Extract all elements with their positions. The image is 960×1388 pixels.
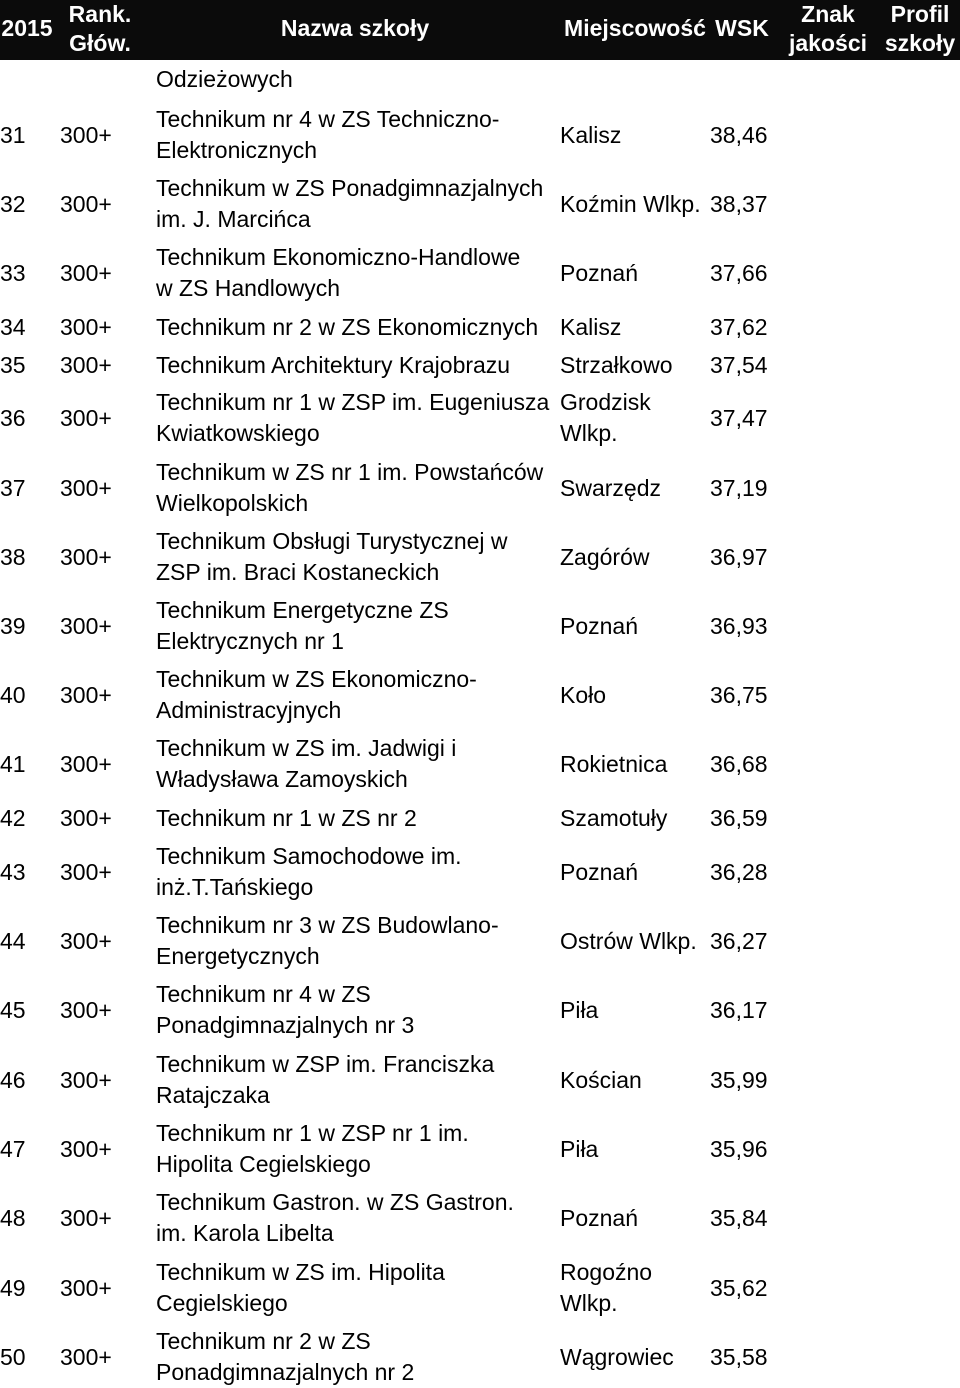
row-rank: 300+ <box>60 191 112 217</box>
header-city: Miejscowość <box>564 15 706 41</box>
row-wsk: 38,37 <box>710 191 768 217</box>
row-school-name: Technikum Gastron. w ZS Gastron. im. Karola Libelta <box>156 1189 514 1246</box>
row-wsk: 36,93 <box>710 613 768 639</box>
row-school-name: Technikum nr 2 w ZS Ponadgimnazjalnych nr 2 <box>156 1328 415 1385</box>
row-wsk: 37,54 <box>710 352 768 378</box>
row-city: Rogoźno Wlkp. <box>560 1259 653 1316</box>
row-school-name: Technikum nr 4 w ZS Techniczno- Elektronicznych <box>156 106 500 163</box>
header-wsk: WSK <box>715 15 769 41</box>
row-rank: 300+ <box>60 260 112 286</box>
row-city: Poznań <box>560 260 639 286</box>
row-city: Kalisz <box>560 122 622 148</box>
row-number: 44 <box>0 928 26 954</box>
row-school-name: Technikum w ZS im. Jadwigi i Władysława Zamoyskich <box>156 735 457 792</box>
row-rank: 300+ <box>60 1067 112 1093</box>
row-school-name: Technikum w ZS im. Hipolita Cegielskiego <box>156 1259 445 1316</box>
continued-name-text: Odzieżowych <box>156 66 293 92</box>
row-school-name: Technikum Energetyczne ZS Elektrycznych nr 1 <box>156 597 449 654</box>
row-school-name: Technikum w ZS Ekonomiczno- Administracyjnych <box>156 666 477 723</box>
row-number: 42 <box>0 805 26 831</box>
row-rank: 300+ <box>60 1275 112 1301</box>
row-wsk: 36,27 <box>710 928 768 954</box>
row-wsk: 36,28 <box>710 859 768 885</box>
row-school-name: Technikum nr 3 w ZS Budowlano- Energetycznych <box>156 912 499 969</box>
row-number: 31 <box>0 122 26 148</box>
row-rank: 300+ <box>60 352 112 378</box>
row-city: Grodzisk Wlkp. <box>560 389 651 446</box>
row-city: Kościan <box>560 1067 642 1093</box>
row-rank: 300+ <box>60 1136 112 1162</box>
row-city: Strzałkowo <box>560 352 673 378</box>
row-city: Koźmin Wlkp. <box>560 191 701 217</box>
row-rank: 300+ <box>60 475 112 501</box>
row-rank: 300+ <box>60 682 112 708</box>
row-wsk: 37,47 <box>710 405 768 431</box>
row-school-name: Technikum nr 1 w ZS nr 2 <box>156 805 417 831</box>
row-number: 41 <box>0 751 26 777</box>
header-quality-mark: Znak jakości <box>789 1 867 56</box>
row-city: Zagórów <box>560 544 650 570</box>
row-rank: 300+ <box>60 613 112 639</box>
row-school-name: Technikum nr 4 w ZS Ponadgimnazjalnych nr 3 <box>156 981 415 1038</box>
row-city: Piła <box>560 997 599 1023</box>
row-rank: 300+ <box>60 859 112 885</box>
row-school-name: Technikum nr 1 w ZSP nr 1 im. Hipolita Cegielskiego <box>156 1120 469 1177</box>
row-city: Swarzędz <box>560 475 661 501</box>
row-city: Rokietnica <box>560 751 668 777</box>
row-school-name: Technikum nr 1 w ZSP im. Eugeniusza Kwiatkowskiego <box>156 389 550 446</box>
row-city: Poznań <box>560 613 639 639</box>
row-rank: 300+ <box>60 122 112 148</box>
header-year: 2015 <box>1 15 53 41</box>
row-wsk: 36,68 <box>710 751 768 777</box>
row-wsk: 37,62 <box>710 314 768 340</box>
row-wsk: 35,58 <box>710 1344 768 1370</box>
header-school-profile: Profil szkoły <box>884 1 956 56</box>
row-wsk: 35,62 <box>710 1275 768 1301</box>
row-city: Wągrowiec <box>560 1344 674 1370</box>
table-header <box>0 0 960 60</box>
row-rank: 300+ <box>60 805 112 831</box>
row-rank: 300+ <box>60 405 112 431</box>
row-school-name: Technikum w ZSP im. Franciszka Ratajczaka <box>156 1051 495 1108</box>
row-city: Poznań <box>560 1205 639 1231</box>
row-city: Koło <box>560 682 607 708</box>
row-city: Piła <box>560 1136 599 1162</box>
row-school-name: Technikum Obsługi Turystycznej w ZSP im. Braci Kostaneckich <box>156 528 508 585</box>
row-number: 49 <box>0 1275 26 1301</box>
row-wsk: 35,96 <box>710 1136 768 1162</box>
row-school-name: Technikum nr 2 w ZS Ekonomicznych <box>156 314 539 340</box>
row-wsk: 37,66 <box>710 260 768 286</box>
header-rank: Rank. Głów. <box>68 1 132 56</box>
row-number: 45 <box>0 997 26 1023</box>
header-school-name: Nazwa szkoły <box>280 15 430 41</box>
row-wsk: 36,59 <box>710 805 768 831</box>
row-rank: 300+ <box>60 751 112 777</box>
row-wsk: 35,84 <box>710 1205 768 1231</box>
row-number: 48 <box>0 1205 26 1231</box>
row-number: 32 <box>0 191 26 217</box>
row-wsk: 36,17 <box>710 997 768 1023</box>
row-wsk: 38,46 <box>710 122 768 148</box>
row-school-name: Technikum Ekonomiczno-Handlowe w ZS Handlowych <box>156 244 521 301</box>
row-wsk: 36,75 <box>710 682 768 708</box>
row-number: 37 <box>0 475 26 501</box>
row-wsk: 36,97 <box>710 544 768 570</box>
row-number: 33 <box>0 260 26 286</box>
row-number: 39 <box>0 613 26 639</box>
row-number: 34 <box>0 314 26 340</box>
row-number: 50 <box>0 1344 26 1370</box>
row-number: 47 <box>0 1136 26 1162</box>
row-school-name: Technikum Architektury Krajobrazu <box>156 352 511 378</box>
row-rank: 300+ <box>60 1205 112 1231</box>
row-city: Szamotuły <box>560 805 668 831</box>
row-rank: 300+ <box>60 997 112 1023</box>
row-number: 38 <box>0 544 26 570</box>
row-wsk: 37,19 <box>710 475 768 501</box>
row-rank: 300+ <box>60 314 112 340</box>
row-number: 40 <box>0 682 26 708</box>
row-city: Kalisz <box>560 314 622 340</box>
row-rank: 300+ <box>60 928 112 954</box>
row-number: 46 <box>0 1067 26 1093</box>
row-city: Poznań <box>560 859 639 885</box>
row-wsk: 35,99 <box>710 1067 768 1093</box>
row-school-name: Technikum Samochodowe im. inż.T.Tańskiego <box>156 843 462 900</box>
row-number: 36 <box>0 405 26 431</box>
row-rank: 300+ <box>60 544 112 570</box>
row-number: 35 <box>0 352 26 378</box>
row-school-name: Technikum w ZS nr 1 im. Powstańców Wielkopolskich <box>156 459 544 516</box>
row-rank: 300+ <box>60 1344 112 1370</box>
row-city: Ostrów Wlkp. <box>560 928 697 954</box>
row-school-name: Technikum w ZS Ponadgimnazjalnych im. J. Marcińca <box>156 175 544 232</box>
row-number: 43 <box>0 859 26 885</box>
